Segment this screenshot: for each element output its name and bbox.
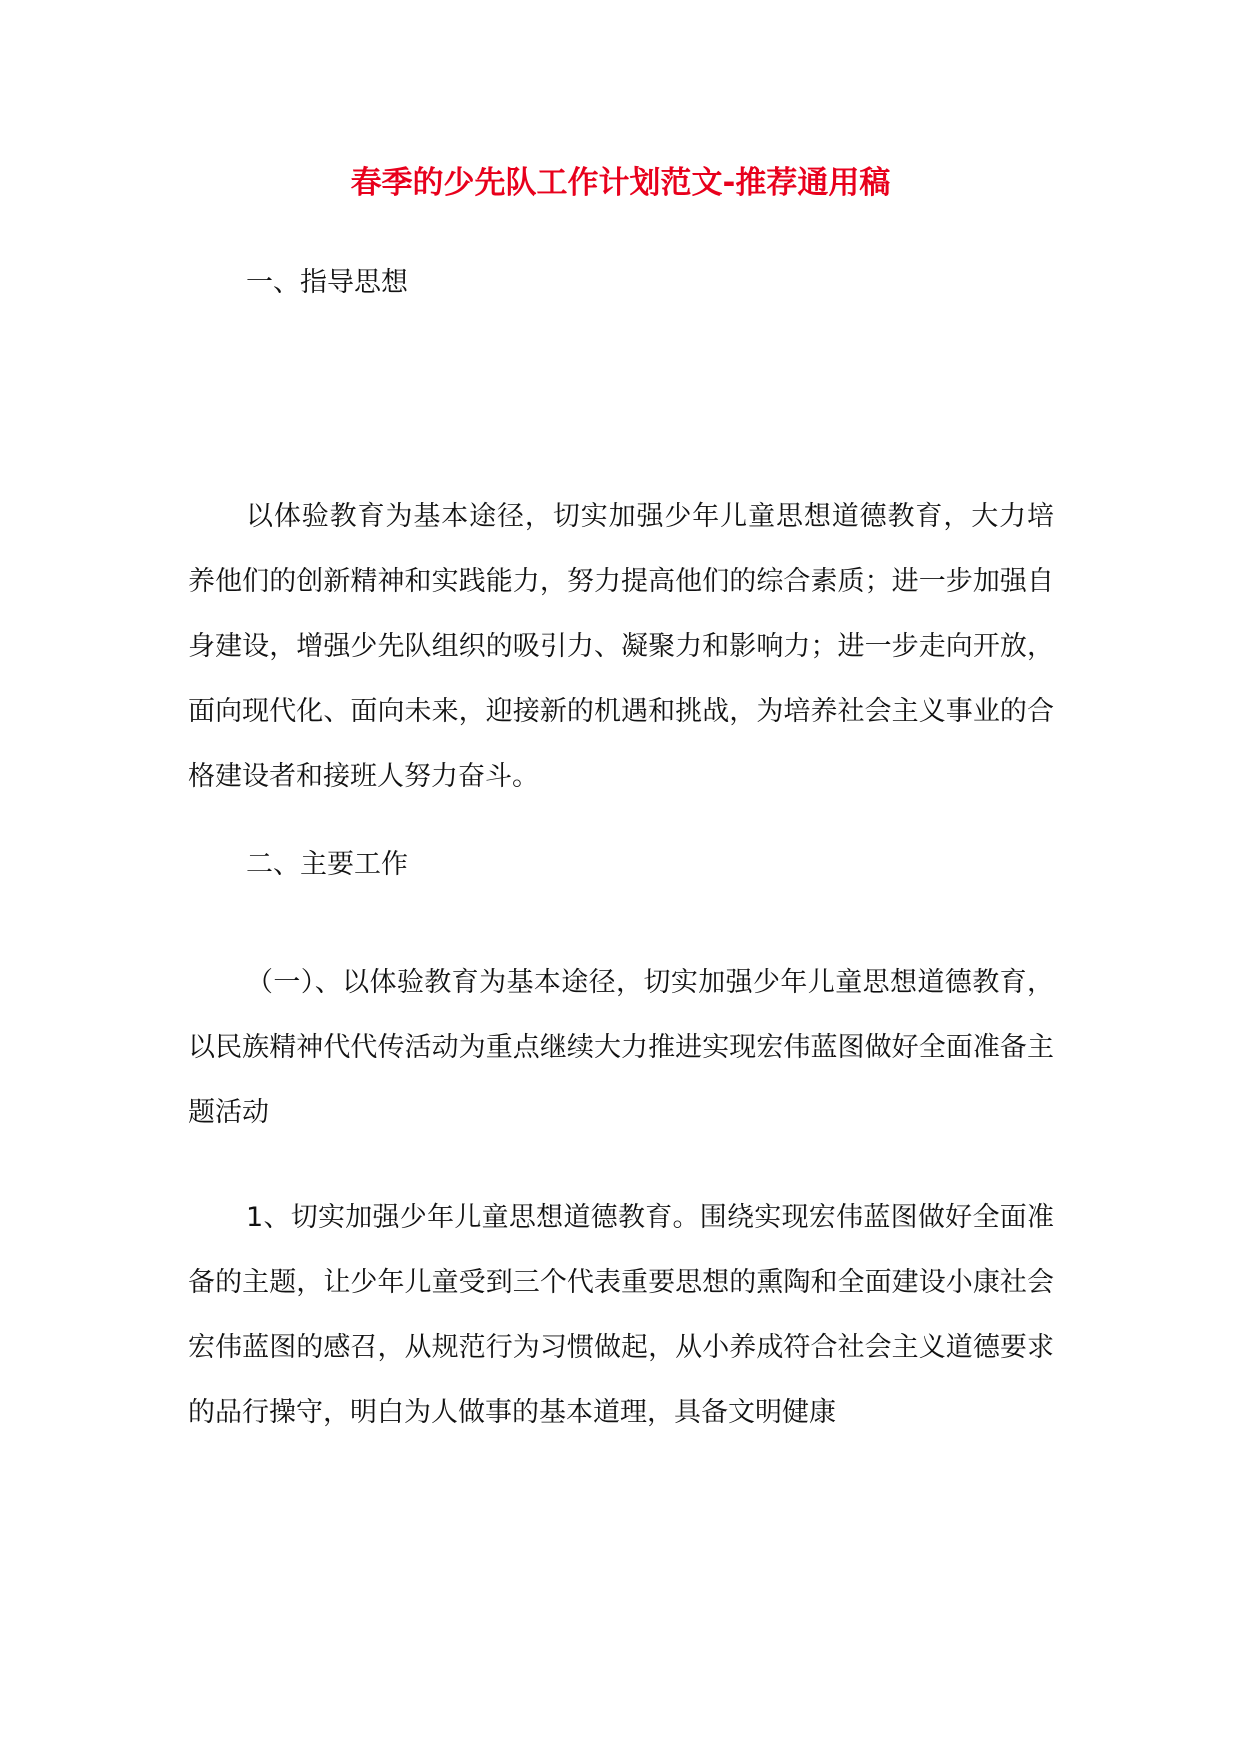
section-heading-main-work: 二、主要工作 bbox=[246, 849, 408, 880]
paragraph-guiding-thought: 以体验教育为基本途径，切实加强少年儿童思想道德教育，大力培养他们的创新精神和实践能力，努力提高他们的综合素质；进一步加强自身建设，增强少先队组织的吸引力、凝聚力和影响力；进一步走向开放，面向现代化、面向未来，迎接新的机遇和挑战，为培养社会主义事业的合格建设者和接班人努力奋斗。 bbox=[188, 501, 1054, 792]
paragraph-item-one: 1、切实加强少年儿童思想道德教育。围绕实现宏伟蓝图做好全面准备的主题，让少年儿童受到三个代表重要思想的熏陶和全面建设小康社会宏伟蓝图的感召，从规范行为习惯做起，从小养成符合社会主义道德要求的品行操守，明白为人做事的基本道理，具备文明健康 bbox=[188, 1202, 1054, 1428]
paragraph-subsection-one: （一）、以体验教育为基本途径，切实加强少年儿童思想道德教育，以民族精神代代传活动为重点继续大力推进实现宏伟蓝图做好全面准备主题活动 bbox=[188, 967, 1054, 1128]
section-heading-guiding-thought: 一、指导思想 bbox=[246, 267, 408, 298]
document-title: 春季的少先队工作计划范文-推荐通用稿 bbox=[350, 165, 891, 201]
